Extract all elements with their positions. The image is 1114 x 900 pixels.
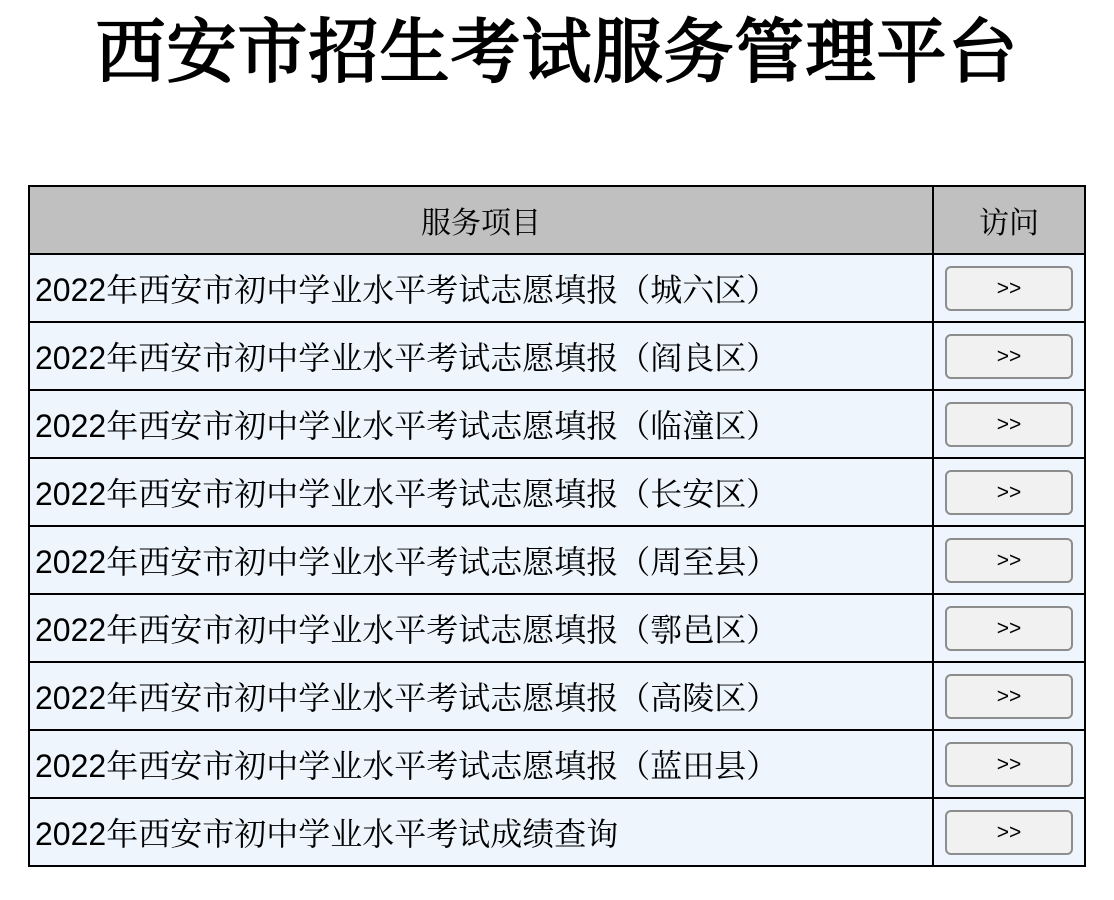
service-name: 2022年西安市初中学业水平考试志愿填报（长安区）: [29, 458, 933, 526]
table-row: [29, 730, 1085, 798]
service-name: 2022年西安市初中学业水平考试志愿填报（城六区）: [29, 254, 933, 322]
service-name: 2022年西安市初中学业水平考试志愿填报（周至县）: [29, 526, 933, 594]
access-button[interactable]: >>: [945, 402, 1073, 447]
access-button[interactable]: >>: [945, 742, 1073, 787]
access-cell: [933, 322, 1085, 390]
column-header-service: 服务项目: [29, 186, 933, 254]
access-cell: [933, 526, 1085, 594]
access-cell: [933, 662, 1085, 730]
table-row: [29, 662, 1085, 730]
access-cell: [933, 458, 1085, 526]
service-name: 2022年西安市初中学业水平考试志愿填报（蓝田县）: [29, 730, 933, 798]
service-name: 2022年西安市初中学业水平考试志愿填报（阎良区）: [29, 322, 933, 390]
table-row: [29, 322, 1085, 390]
access-button[interactable]: >>: [945, 266, 1073, 311]
service-name: 2022年西安市初中学业水平考试志愿填报（鄠邑区）: [29, 594, 933, 662]
service-name: 2022年西安市初中学业水平考试成绩查询: [29, 798, 933, 866]
column-header-access: 访问: [933, 186, 1085, 254]
service-name: 2022年西安市初中学业水平考试志愿填报（高陵区）: [29, 662, 933, 730]
access-button[interactable]: >>: [945, 470, 1073, 515]
access-button[interactable]: >>: [945, 674, 1073, 719]
table-row: [29, 798, 1085, 866]
access-button[interactable]: >>: [945, 538, 1073, 583]
table-header-row: [29, 186, 1085, 254]
access-cell: [933, 730, 1085, 798]
access-cell: [933, 594, 1085, 662]
access-cell: [933, 390, 1085, 458]
service-name: 2022年西安市初中学业水平考试志愿填报（临潼区）: [29, 390, 933, 458]
access-cell: [933, 798, 1085, 866]
table-row: [29, 594, 1085, 662]
access-cell: [933, 254, 1085, 322]
services-table: [28, 185, 1086, 867]
table-row: [29, 254, 1085, 322]
access-button[interactable]: >>: [945, 810, 1073, 855]
table-row: [29, 390, 1085, 458]
page-title: 西安市招生考试服务管理平台: [95, 13, 1019, 91]
access-button[interactable]: >>: [945, 334, 1073, 379]
table-row: [29, 458, 1085, 526]
table-row: [29, 526, 1085, 594]
access-button[interactable]: >>: [945, 606, 1073, 651]
